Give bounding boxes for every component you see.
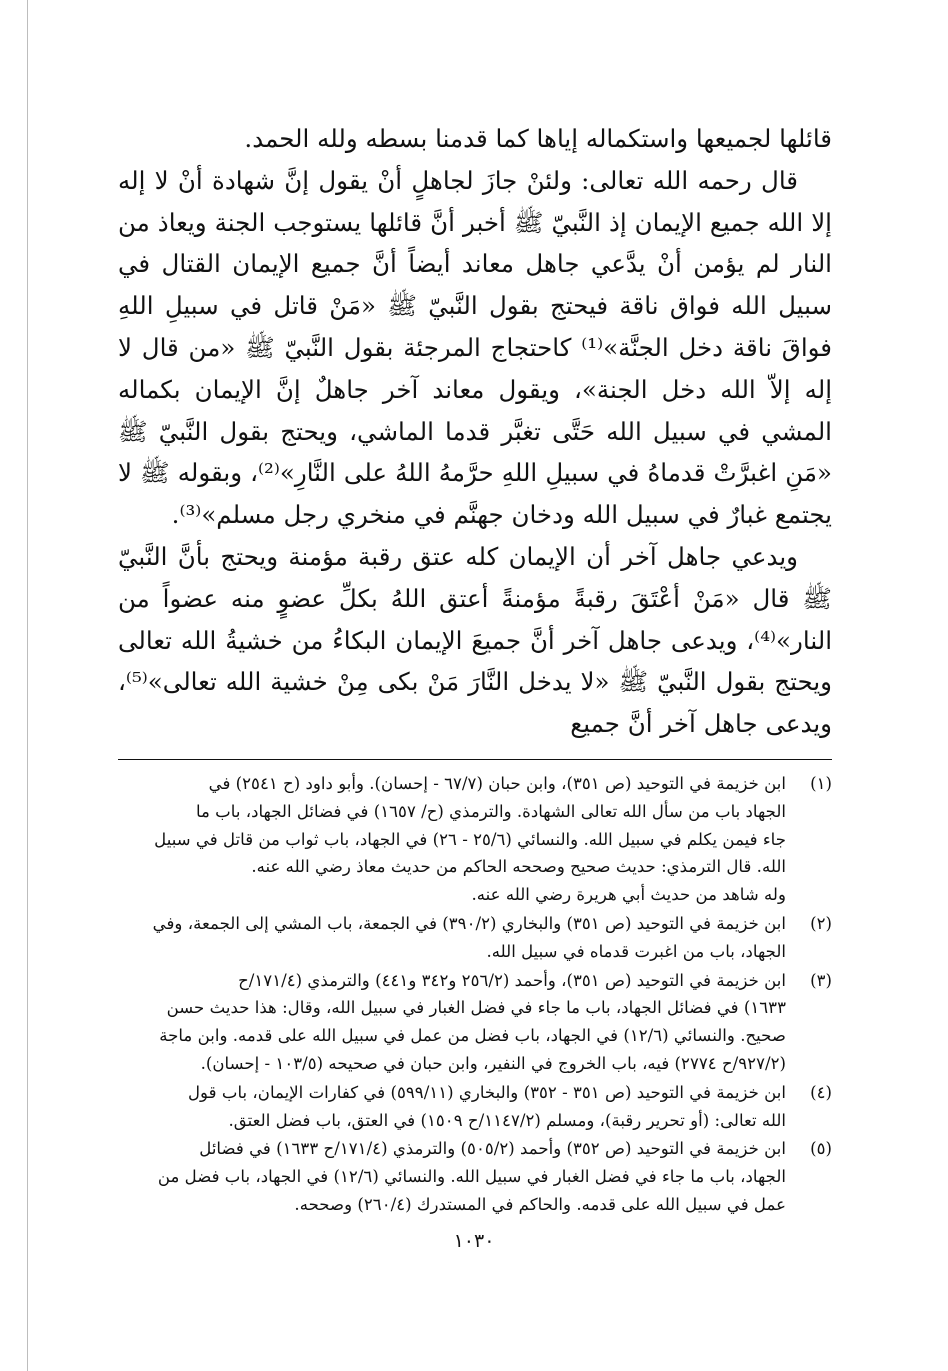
footnote-text [118, 1079, 786, 1135]
footnote-2 [118, 910, 832, 966]
footnote-3 [118, 967, 832, 1078]
footnote-text [118, 967, 786, 1078]
main-text [118, 118, 832, 745]
footnote-line: عمل في سبيل الله على قدمه. والحاكم في المستدرك (٢٦٠/٤) وصححه. [294, 1194, 786, 1214]
footnote-line: وله شاهد من حديث أبي هريرة رضي الله عنه. [471, 885, 786, 905]
footnote-line: ابن خزيمة في التوحيد (ص ٣٥١ - ٣٥٢) والبخاري (٥٩٩/١١) في كفارات الإيمان، باب قول [188, 1082, 786, 1102]
footnote-number: (٢) [810, 913, 832, 933]
page-edge-line [27, 0, 28, 1371]
footnote-1 [118, 770, 832, 909]
footnote-line: الجهاد، باب من اغبرت قدماه في سبيل الله. [486, 941, 786, 961]
page-number: ١٠٣٠ [453, 1230, 495, 1252]
footnote-line: ابن خزيمة في التوحيد (ص ٣٥١)، وابن حبان (٦٧/٧ - إحسان). وأبو داود (ح ٢٥٤١) في [208, 773, 786, 793]
footnotes [118, 770, 832, 1219]
paragraph-1: قائلها لجميعها واستكماله إياها كما قدمنا بسطه ولله الحمد. [244, 124, 832, 153]
footnote-line: ١٦٣٣) في فضائل الجهاد، باب ما جاء في فضل الغبار في سبيل الله، وقال: هذا حديث حسن [166, 998, 786, 1018]
footnote-separator [118, 759, 832, 760]
footnote-number: (٣) [810, 970, 832, 990]
footnote-text [118, 910, 786, 966]
footnote-text [118, 770, 786, 909]
footnote-line: ابن خزيمة في التوحيد (ص ٣٥١) والبخاري (٣٩٠/٢) في الجمعة، باب المشي إلى الجمعة، وفي [152, 913, 786, 933]
paragraph-3: ويدعي جاهل آخر أن الإيمان كله عتق رقبة مؤمنة ويحتج بأنَّ النَّبيّ ﷺ قال «مَنْ أعْتَقَ رقبةً مؤمنةً أعتق اللهُ بكلِّ عضوٍ منه عضواً من النار»⁽⁴⁾، ويدعى جاهل آخر أنَّ جميعَ الإيمان البكاءُ من خشيةُ الله تعالى ويحتج بقول النَّبيّ ﷺ «لا يدخل النَّارَ مَنْ بكى مِنْ خشية الله تعالى»⁽⁵⁾، ويدعى جاهل آخر أنَّ جميع [118, 541, 832, 739]
footnote-text [118, 1135, 786, 1218]
footnote-line: الله. قال الترمذي: حديث صحيح وصححه الحاكم من حديث معاذ رضي الله عنه. [251, 857, 786, 877]
footnote-line: الله تعالى: (أو تحرير رقبة)، ومسلم (١١٤٧/٢/ح ١٥٠٩) في العتق، باب فضل العتق. [228, 1110, 786, 1130]
footnote-number: (٤) [810, 1082, 832, 1102]
footnote-line: الجهاد باب من سأل الله تعالى الشهادة. والترمذي (ح/ ١٦٥٧) في فضائل الجهاد، باب ما [195, 801, 786, 821]
footnote-line: (٩٢٧/٢/ح ٢٧٧٤) فيه، باب الخروج في النفير، وابن حبان في صحيحه (١٠٣/٥ - إحسان). [200, 1053, 786, 1073]
footnote-number: (٥) [810, 1139, 832, 1159]
page-content [118, 118, 832, 1220]
footnote-line: جاء فيمن يكلم في سبيل الله. والنسائي (٢٥/٦ - ٢٦) في الجهاد، باب ثواب من قاتل في سبيل [154, 829, 786, 849]
footnote-5 [118, 1135, 832, 1218]
footnote-line: صحيح. والنسائي (١٢/٦) في الجهاد، باب فضل من عمل في سبيل الله على قدمه. وابن ماجة [159, 1026, 786, 1046]
footnote-line: ابن خزيمة في التوحيد (ص ٣٥١)، وأحمد (٢٥٦/٢ و٣٤٢ و٤٤١) والترمذي (١٧١/٤/ح [238, 970, 786, 990]
footnote-line: ابن خزيمة في التوحيد (ص ٣٥٢) وأحمد (٥٠٥/٢) والترمذي (١٧١/٤/ح ١٦٣٣) في فضائل [199, 1139, 786, 1159]
footnote-4 [118, 1079, 832, 1135]
footnote-line: الجهاد، باب ما جاء في فضل الغبار في سبيل الله. والنسائي (١٢/٦) في الجهاد، باب فضل من [157, 1167, 786, 1187]
footnote-number: (١) [810, 773, 832, 793]
paragraph-2: قال رحمه الله تعالى: ولئنْ جازَ لجاهلٍ أنْ يقول إنَّ شهادة أنْ لا إله إلا الله جميع الإيمان إذ النَّبيّ ﷺ أخبر أنَّ قائلها يستوجب الجنة ويعاذ من النار لم يؤمن أنْ يدَّعي جاهل معاند أيضاً أنَّ جميع الإيمان القتال في سبيل الله فواق ناقة فيحتج بقول النَّبيّ ﷺ «مَنْ قاتل في سبيلِ اللهِ فواقَ ناقة دخل الجنَّة»⁽¹⁾ كاحتجاج المرجئة بقول النَّبيّ ﷺ «من قال لا إله إلاّ الله دخل الجنة»، ويقول معاند آخر جاهلٌ إنَّ الإيمان بكماله المشي في سبيل الله حَتَّى تغبَّر قدما الماشي، ويحتج بقول النَّبيّ ﷺ «مَنِ اغبرَّتْ قدماهُ في سبيلِ اللهِ حرَّمهُ اللهُ على النَّارِ»⁽²⁾، وبقوله ﷺ لا يجتمع غبارٌ في سبيل الله ودخان جهنَّم في منخري رجل مسلم»⁽³⁾. [118, 165, 832, 530]
